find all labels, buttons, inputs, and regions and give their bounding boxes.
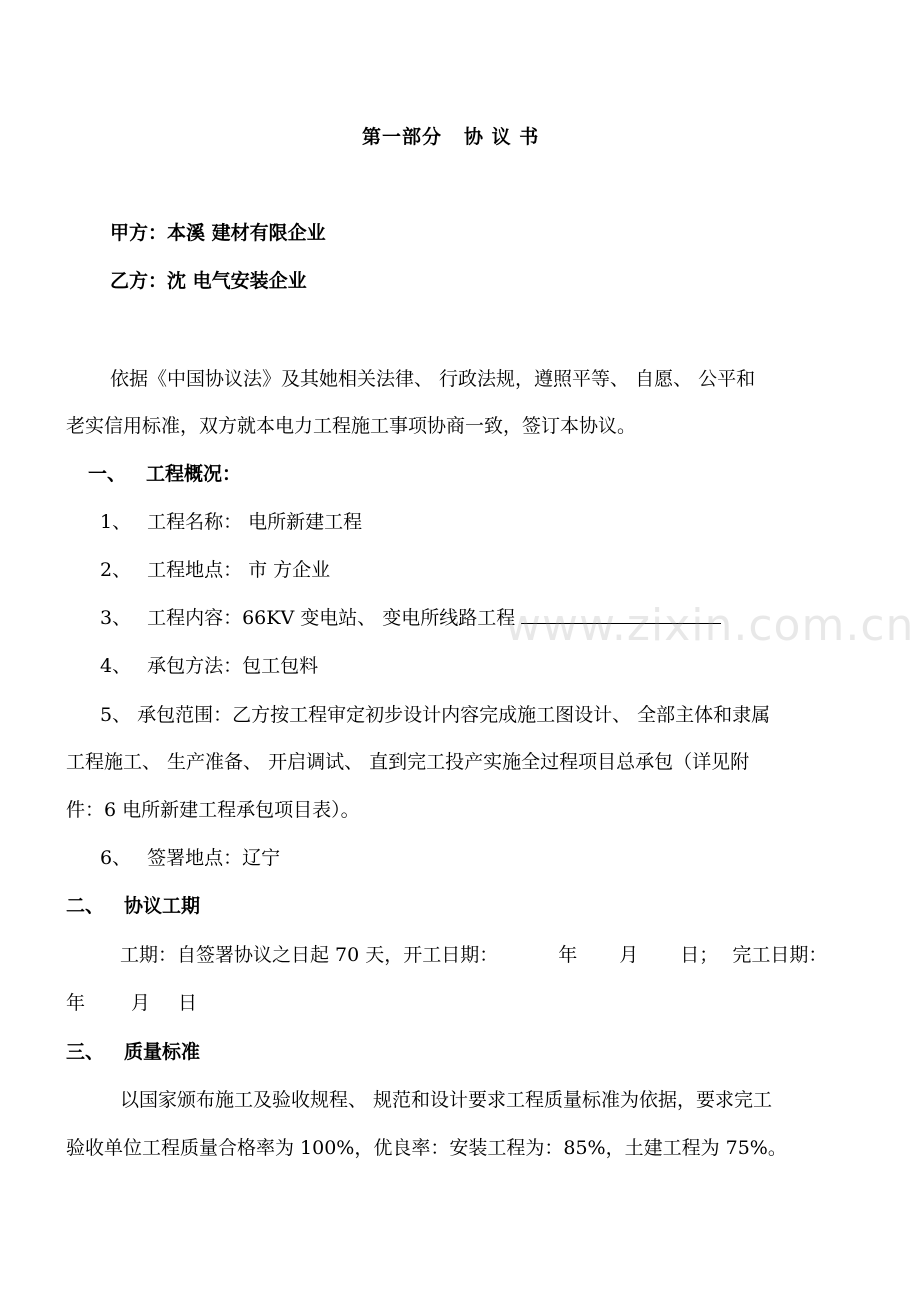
section-2-heading xyxy=(66,893,200,919)
item-3-blank-line xyxy=(521,605,721,624)
item-2 xyxy=(100,557,330,583)
item-1 xyxy=(100,509,362,535)
item-6-number: 6、 xyxy=(100,847,132,869)
section-3-title: 质量标准 xyxy=(124,1041,201,1063)
item-6-text: 签署地点：辽宁 xyxy=(147,847,281,869)
section-1-heading xyxy=(88,461,241,487)
quality-line-2: 验收单位工程质量合格率为 100%，优良率：安装工程为：85%，土建工程为 75%。 xyxy=(66,1137,787,1159)
finish-label: 完工日期： xyxy=(732,944,828,966)
item-5-line-3: 件：6 电所新建工程承包项目表）。 xyxy=(66,799,360,821)
item-3-text: 工程内容：66KV 变电站、 变电所线路工程 xyxy=(147,607,516,629)
item-4-number: 4、 xyxy=(100,655,132,677)
item-4-text: 承包方法：包工包料 xyxy=(147,655,319,677)
item-1-number: 1、 xyxy=(100,511,132,533)
term-line-1 xyxy=(120,942,827,968)
section-1-number: 一、 xyxy=(88,463,127,485)
section-3-heading xyxy=(66,1039,200,1065)
quality-line-1: 以国家颁布施工及验收规程、 规范和设计要求工程质量标准为依据，要求完工 xyxy=(120,1089,773,1111)
start-year: 年 xyxy=(558,944,578,966)
title-part: 第一部分 xyxy=(362,126,443,148)
finish-month: 月 xyxy=(131,992,151,1014)
term-line-2 xyxy=(66,990,197,1016)
party-a: 甲方：本溪 建材有限企业 xyxy=(110,222,326,244)
intro-line-2: 老实信用标准，双方就本电力工程施工事项协商一致，签订本协议。 xyxy=(66,415,637,437)
finish-day: 日 xyxy=(178,992,198,1014)
finish-year: 年 xyxy=(66,992,86,1014)
watermark: www.zixin.com.cn xyxy=(505,600,915,651)
section-2-number: 二、 xyxy=(66,895,105,917)
item-4 xyxy=(100,653,318,679)
document-title xyxy=(362,124,539,150)
title-main: 协 议 书 xyxy=(464,126,540,148)
item-2-number: 2、 xyxy=(100,559,132,581)
item-6 xyxy=(100,845,280,871)
term-prefix: 工期：自签署协议之日起 70 天，开工日期： xyxy=(120,944,499,966)
section-2-title: 协议工期 xyxy=(124,895,201,917)
start-day: 日； xyxy=(680,944,719,966)
item-5-line-1: 5、 承包范围：乙方按工程审定初步设计内容完成施工图设计、 全部主体和隶属 xyxy=(100,704,771,726)
item-5-line-2: 工程施工、 生产准备、 开启调试、 直到完工投产实施全过程项目总承包（详见附 xyxy=(66,751,750,773)
section-3-number: 三、 xyxy=(66,1041,105,1063)
item-2-text: 工程地点： 市 方企业 xyxy=(147,559,331,581)
item-3-number: 3、 xyxy=(100,607,132,629)
party-b: 乙方：沈 电气安装企业 xyxy=(110,270,307,292)
item-1-text: 工程名称： 电所新建工程 xyxy=(147,511,363,533)
section-1-title: 工程概况： xyxy=(146,463,242,485)
item-3 xyxy=(100,605,721,631)
intro-line-1: 依据《中国协议法》及其她相关法律、 行政法规，遵照平等、 自愿、 公平和 xyxy=(110,368,756,390)
start-month: 月 xyxy=(619,944,639,966)
